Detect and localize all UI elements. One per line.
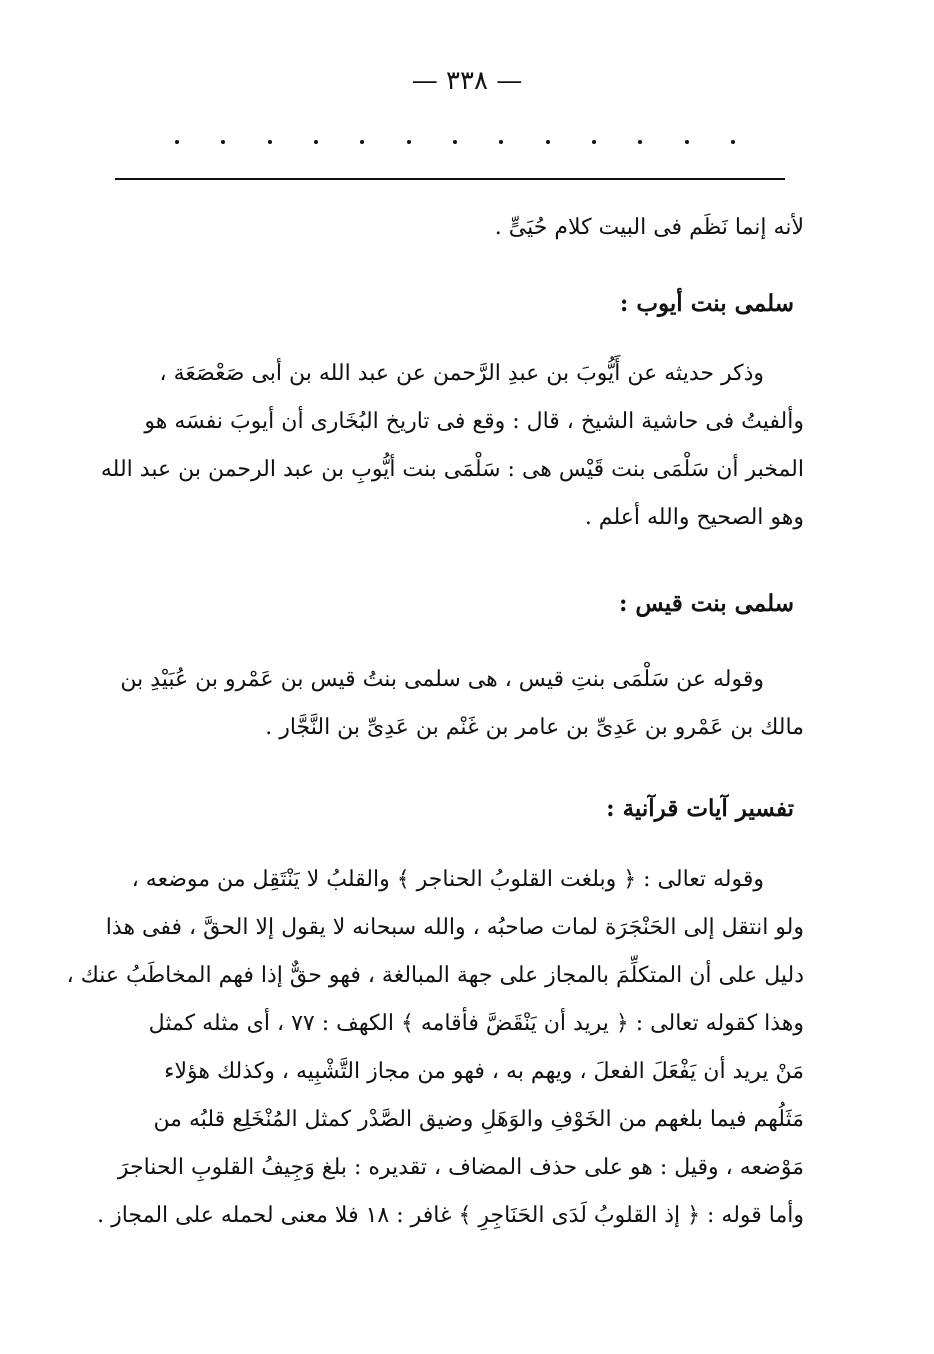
dot — [314, 140, 318, 144]
dot — [221, 140, 225, 144]
text-line: ولو انتقل إلى الحَنْجَرَة لمات صاحبُه ، والله سبحانه لا يقول إلا الحقَّ ، ففى هذا — [105, 915, 804, 940]
text-line: مالك بن عَمْرو بن عَدِىِّ بن عامر بن غَنْم بن عَدِىِّ بن النَّجَّار . — [265, 715, 804, 740]
text-line: وقوله عن سَلْمَى بنتِ قيس ، هى سلمى بنتُ قيس بن عَمْرو بن عُبَيْدِ بن — [120, 667, 764, 692]
dot — [268, 140, 272, 144]
text-line: مَوْضعه ، وقيل : هو على حذف المضاف ، تقديره : بلغ وَجِيفُ القلوبِ الحناجرَ — [117, 1155, 804, 1180]
dot — [175, 140, 179, 144]
section-heading-salma-bint-qays: سلمى بنت قيس : — [618, 590, 794, 617]
opening-line-block — [134, 204, 804, 252]
dot — [731, 140, 735, 144]
section-body-quranic-tafsir — [66, 856, 804, 1240]
page-number: — ٣٣٨ — — [411, 66, 523, 96]
dot — [685, 140, 689, 144]
section-heading-salma-bint-ayyub: سلمى بنت أيوب : — [619, 290, 794, 317]
dot — [546, 140, 550, 144]
dot — [407, 140, 411, 144]
decorative-dots — [175, 140, 735, 144]
text-line: وهذا كقوله تعالى : ﴿ يريد أن يَنْقَضَّ فأقامه ﴾ الكهف : ٧٧ ، أى مثله كمثل — [148, 1011, 804, 1036]
text-line: وأما قوله : ﴿ إذ القلوبُ لَدَى الحَنَاجِرِ ﴾ غافر : ١٨ فلا معنى لحمله على المجاز . — [97, 1203, 804, 1228]
dot — [592, 140, 596, 144]
text-line: دليل على أن المتكلِّمَ بالمجاز على جهة المبالغة ، فهو حقٌّ إذا فهم المخاطَبُ عنك ، — [66, 963, 804, 988]
section-body-salma-bint-qays — [120, 656, 804, 752]
text-line: وهو الصحيح والله أعلم . — [584, 505, 804, 530]
text-line: المخبر أن سَلْمَى بنت قَيْس هى : سَلْمَى بنت أيُّوبِ بن عبد الرحمن بن عبد الله — [100, 457, 804, 482]
text-line: مَنْ يريد أن يَفْعَلَ الفعلَ ، ويهم به ، فهو من مجاز التَّشْبِيه ، وكذلك هؤلاء — [164, 1059, 804, 1084]
section-body-salma-bint-ayyub — [100, 350, 804, 542]
text-line: مَثَلُهم فيما بلغهم من الخَوْفِ والوَهَلِ وضيق الصَّدْر كمثل المُنْخَلِع قلبُه من — [153, 1107, 804, 1132]
text-line: وألفيتُ فى حاشية الشيخ ، قال : وقع فى تاريخ البُخَارى أن أيوبَ نفسَه هو — [144, 409, 804, 434]
text-line: وقوله تعالى : ﴿ وبلغت القلوبُ الحناجر ﴾ والقلبُ لا يَنْتَقِل من موضعه ، — [131, 867, 764, 892]
dot — [499, 140, 503, 144]
text-line: وذكر حديثه عن أَيُّوبَ بن عبدِ الرَّحمن عن عبد الله بن أبى صَعْصَعَة ، — [159, 361, 764, 386]
dot — [638, 140, 642, 144]
header-rule — [115, 178, 785, 180]
dot — [453, 140, 457, 144]
opening-line: لأنه إنما نَظَم فى البيت كلام حُيَىٍّ . — [494, 215, 804, 240]
section-heading-quranic-tafsir: تفسير آيات قرآنية : — [606, 795, 794, 822]
dot — [360, 140, 364, 144]
